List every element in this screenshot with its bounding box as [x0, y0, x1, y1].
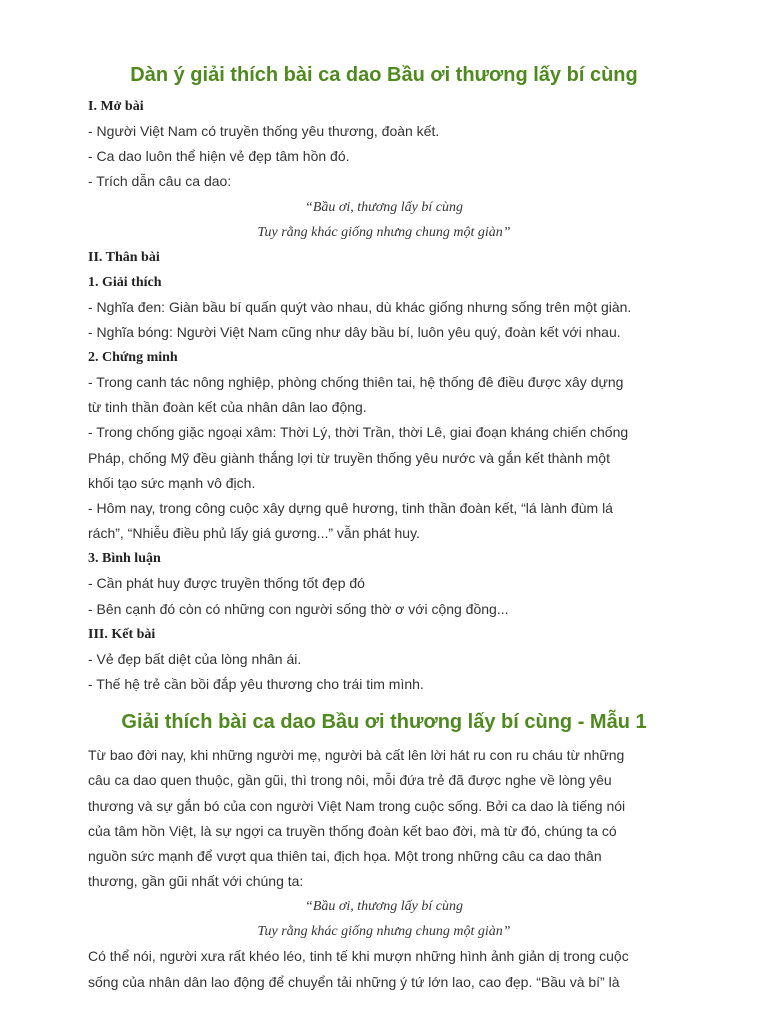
- comment-line: - Bên cạnh đó còn có những con người sống thờ ơ với cộng đồng...: [88, 600, 509, 617]
- proof-heading: 2. Chứng minh: [88, 350, 178, 366]
- intro-heading: I. Mở bài: [88, 99, 144, 114]
- explain-line: - Nghĩa đen: Giàn bầu bí quấn quýt vào nhau, dù khác giống nhưng sống trên một giàn.: [88, 298, 632, 315]
- quote-line: “Bầu ơi, thương lấy bí cùng: [305, 199, 463, 215]
- paragraph-line: câu ca dao quen thuộc, gần gũi, thì trong nôi, mỗi đứa trẻ đã được nghe về lòng yêu: [88, 772, 612, 789]
- intro-line: - Người Việt Nam có truyền thống yêu thương, đoàn kết.: [88, 123, 440, 139]
- paragraph-line: thương và sự gắn bó của con người Việt Nam trong cuộc sống. Bởi ca dao là tiếng nói: [88, 797, 626, 814]
- paragraph-line: của tâm hồn Việt, là sự ngợi ca truyền thống đoàn kết bao đời, mà từ đó, chúng ta có: [88, 822, 617, 839]
- intro-line: - Trích dẫn câu ca dao:: [88, 173, 232, 190]
- paragraph-line: Có thể nói, người xưa rất khéo léo, tinh tế khi mượn những hình ảnh giản dị trong cuộc: [88, 948, 629, 965]
- paragraph-line: sống của nhân dân lao động để chuyển tải những ý tứ lớn lao, cao đẹp. “Bầu và bí” là: [88, 973, 620, 990]
- proof-line: - Hôm nay, trong công cuộc xây dựng quê hương, tinh thần đoàn kết, “lá lành đùm lá: [88, 500, 613, 517]
- proof-line: khối tạo sức mạnh vô địch.: [88, 474, 256, 491]
- proof-line: Pháp, chống Mỹ đều giành thắng lợi từ truyền thống yêu nước và gắn kết thành một: [88, 449, 610, 466]
- proof-line: - Trong chống giặc ngoại xâm: Thời Lý, thời Trần, thời Lê, giai đoạn kháng chiến chống: [88, 424, 629, 441]
- paragraph-line: nguồn sức mạnh để vượt qua thiên tai, địch họa. Một trong những câu ca dao thân: [88, 848, 602, 865]
- quote-line: “Bầu ơi, thương lấy bí cùng: [305, 899, 463, 915]
- paragraph-line: thương, gần gũi nhất với chúng ta:: [88, 873, 304, 890]
- quote-line: Tuy rằng khác giống nhưng chung một giàn”: [257, 224, 511, 240]
- essay-paragraph-1: [88, 743, 680, 894]
- comment-line: - Cần phát huy được truyền thống tốt đẹp đó: [88, 575, 365, 592]
- essay-paragraph-2: [88, 944, 680, 994]
- conclusion-line: - Vẻ đẹp bất diệt của lòng nhân ái.: [88, 650, 302, 667]
- conclusion-line: - Thế hệ trẻ cần bồi đắp yêu thương cho trái tim mình.: [88, 676, 424, 693]
- proof-line: - Trong canh tác nông nghiệp, phòng chống thiên tai, hệ thống đê điều được xây dựng: [88, 374, 624, 391]
- paragraph-line: Từ bao đời nay, khi những người mẹ, người bà cất lên lời hát ru con ru cháu từ những: [88, 747, 625, 764]
- body-heading: II. Thân bài: [88, 249, 160, 265]
- proof-line: từ tinh thần đoàn kết của nhân dân lao động.: [88, 399, 367, 416]
- intro-line: - Ca dao luôn thể hiện vẻ đẹp tâm hồn đó.: [88, 148, 350, 165]
- essay-title: Giải thích bài ca dao Bầu ơi thương lấy bí cùng - Mẫu 1: [121, 711, 647, 734]
- explain-line: - Nghĩa bóng: Người Việt Nam cũng như dây bầu bí, luôn yêu quý, đoàn kết với nhau.: [88, 323, 621, 340]
- quote-line: Tuy rằng khác giống nhưng chung một giàn”: [257, 924, 511, 940]
- conclusion-heading: III. Kết bài: [88, 626, 156, 642]
- outline-title: Dàn ý giải thích bài ca dao Bầu ơi thương lấy bí cùng: [130, 64, 638, 86]
- explain-heading: 1. Giải thích: [88, 274, 162, 290]
- intro-list: [88, 119, 680, 195]
- comment-heading: 3. Bình luận: [88, 551, 161, 567]
- proof-line: rách”, “Nhiễu điều phủ lấy giá gương...” vẫn phát huy.: [88, 525, 420, 542]
